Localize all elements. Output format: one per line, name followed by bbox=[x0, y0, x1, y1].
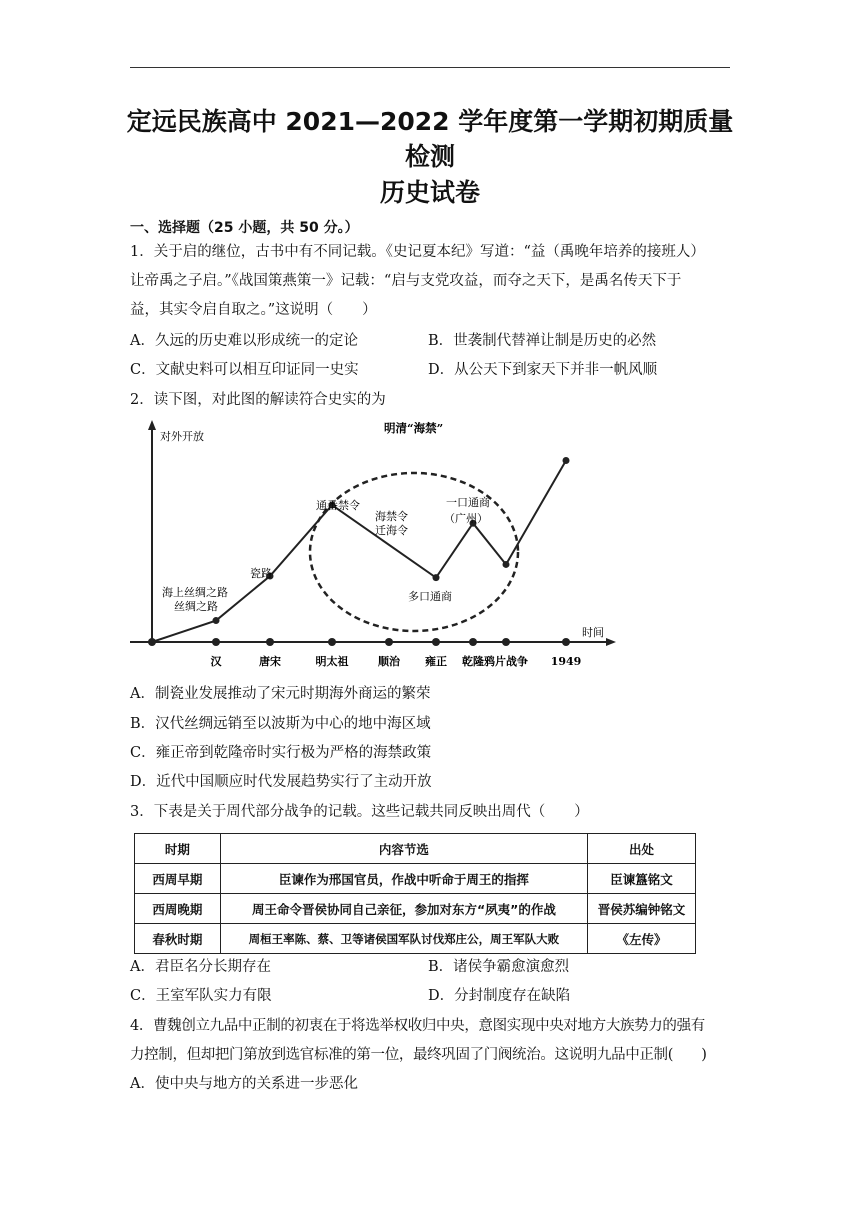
q1-stem-line2: 让帝禹之子启。”《战国策燕策一》记载：“启与支党攻益，而夺之天下，是禹名传天下于 bbox=[130, 273, 682, 289]
opening-trend-chart bbox=[128, 418, 628, 678]
x-tick-dot bbox=[212, 638, 220, 646]
x-tick-dot bbox=[328, 638, 336, 646]
cell-content: 周王命令晋侯协同自己亲征，参加对东方“夙夷”的作战 bbox=[220, 894, 587, 924]
cell-content: 周桓王率陈、蔡、卫等诸侯国军队讨伐郑庄公，周王军队大败 bbox=[220, 924, 587, 954]
q1-option-c: C．文献史料可以相互印证同一史实 bbox=[130, 362, 359, 378]
exam-subject-title: 历史试卷 bbox=[379, 178, 480, 207]
label-coast-evacuation: 迁海令 bbox=[375, 524, 408, 537]
label-silk-road-sea: 海上丝绸之路 bbox=[162, 586, 228, 599]
header-content: 内容节选 bbox=[220, 834, 587, 864]
circle-label: 明清“海禁” bbox=[384, 421, 444, 435]
x-tick-label: 顺治 bbox=[378, 655, 400, 668]
cell-period: 春秋时期 bbox=[135, 924, 221, 954]
trend-line bbox=[152, 461, 566, 643]
q2-option-d: D．近代中国顺应时代发展趋势实行了主动开放 bbox=[130, 774, 432, 790]
q2-option-c: C．雍正帝到乾隆帝时实行极为严格的海禁政策 bbox=[130, 745, 432, 761]
label-silk-road: 丝绸之路 bbox=[174, 600, 218, 613]
q4-option-a: A．使中央与地方的关系进一步恶化 bbox=[130, 1076, 358, 1092]
q1-option-d: D．从公天下到家天下并非一帆风顺 bbox=[428, 362, 658, 378]
table-row bbox=[135, 924, 696, 954]
y-axis-arrow bbox=[148, 420, 156, 430]
q3-option-a: A．君臣名分长期存在 bbox=[130, 959, 271, 975]
x-tick-dot bbox=[385, 638, 393, 646]
cell-source: 晋侯苏编钟铭文 bbox=[588, 894, 696, 924]
table-header-row bbox=[135, 834, 696, 864]
y-axis-label: 对外开放 bbox=[160, 430, 204, 443]
exam-title-line1: 定远民族高中 2021—2022 学年度第一学期初期质量 bbox=[126, 107, 734, 136]
q1-stem-line1: 1．关于启的继位，古书中有不同记载。《史记夏本纪》写道：“益（禹晚年培养的接班人） bbox=[130, 244, 705, 260]
exam-title-line2: 检测 bbox=[404, 142, 455, 171]
cell-source: 臣谏簋铭文 bbox=[588, 864, 696, 894]
q2-option-b: B．汉代丝绸远销至以波斯为中心的地中海区域 bbox=[130, 716, 431, 732]
cell-content: 臣谏作为邢国官员，作战中听命于周王的指挥 bbox=[220, 864, 587, 894]
q3-option-b: B．诸侯争霸愈演愈烈 bbox=[428, 959, 570, 975]
header-source: 出处 bbox=[588, 834, 696, 864]
x-axis-label: 时间 bbox=[582, 626, 604, 639]
x-tick-dot bbox=[562, 638, 570, 646]
q3-stem: 3．下表是关于周代部分战争的记载。这些记载共同反映出周代（ ） bbox=[130, 804, 589, 820]
q4-stem-line1: 4．曹魏创立九品中正制的初衷在于将选举权收归中央，意图实现中央对地方大族势力的强有 bbox=[130, 1018, 705, 1034]
trend-point bbox=[433, 574, 440, 581]
q3-option-c: C．王室军队实力有限 bbox=[130, 988, 272, 1004]
label-porcelain-road: 瓷路 bbox=[250, 567, 272, 580]
table-row bbox=[135, 864, 696, 894]
x-tick-dot bbox=[469, 638, 477, 646]
q3-option-d: D．分封制度存在缺陷 bbox=[428, 988, 571, 1004]
x-tick-label: 汉 bbox=[210, 655, 222, 668]
header-rule bbox=[130, 67, 730, 68]
cell-period: 西周晚期 bbox=[135, 894, 221, 924]
table-row bbox=[135, 894, 696, 924]
section-heading: 一、选择题（25 小题，共 50 分。） bbox=[130, 220, 359, 236]
x-tick-label: 唐宋 bbox=[259, 655, 281, 668]
x-tick-label: 鸦片战争 bbox=[484, 655, 528, 668]
x-tick-label: 雍正 bbox=[425, 655, 447, 668]
x-tick-label: 明太祖 bbox=[315, 655, 349, 668]
header-period: 时期 bbox=[135, 834, 221, 864]
x-tick-label: 1949 bbox=[550, 655, 582, 668]
label-multi-port: 多口通商 bbox=[408, 590, 452, 603]
x-tick-label: 乾隆 bbox=[462, 655, 484, 668]
x-tick-dot bbox=[432, 638, 440, 646]
q4-stem-line2: 力控制，但却把门第放到选官标准的第一位，最终巩固了门阀统治。这说明九品中正制( ) bbox=[130, 1047, 707, 1063]
q1-option-a: A．久远的历史难以形成统一的定论 bbox=[130, 333, 358, 349]
label-ban-trade: 通番禁令 bbox=[316, 499, 360, 512]
q1-stem-line3: 益，其实令启自取之。”这说明（ ） bbox=[130, 302, 377, 318]
label-single-port: 一口通商 bbox=[446, 496, 490, 509]
trend-point bbox=[503, 561, 510, 568]
x-tick-dot bbox=[502, 638, 510, 646]
x-axis-arrow bbox=[606, 638, 616, 646]
q2-option-a: A．制瓷业发展推动了宋元时期海外商运的繁荣 bbox=[130, 686, 431, 702]
cell-period: 西周早期 bbox=[135, 864, 221, 894]
q2-stem: 2．读下图，对此图的解读符合史实的为 bbox=[130, 392, 386, 408]
trend-point bbox=[213, 617, 220, 624]
trend-point bbox=[563, 457, 570, 464]
cell-source: 《左传》 bbox=[588, 924, 696, 954]
label-sea-ban: 海禁令 bbox=[375, 510, 408, 523]
label-guangzhou: （广州） bbox=[444, 512, 488, 525]
war-records-table bbox=[134, 833, 696, 954]
x-tick-dot bbox=[266, 638, 274, 646]
q1-option-b: B．世袭制代替禅让制是历史的必然 bbox=[428, 333, 657, 349]
